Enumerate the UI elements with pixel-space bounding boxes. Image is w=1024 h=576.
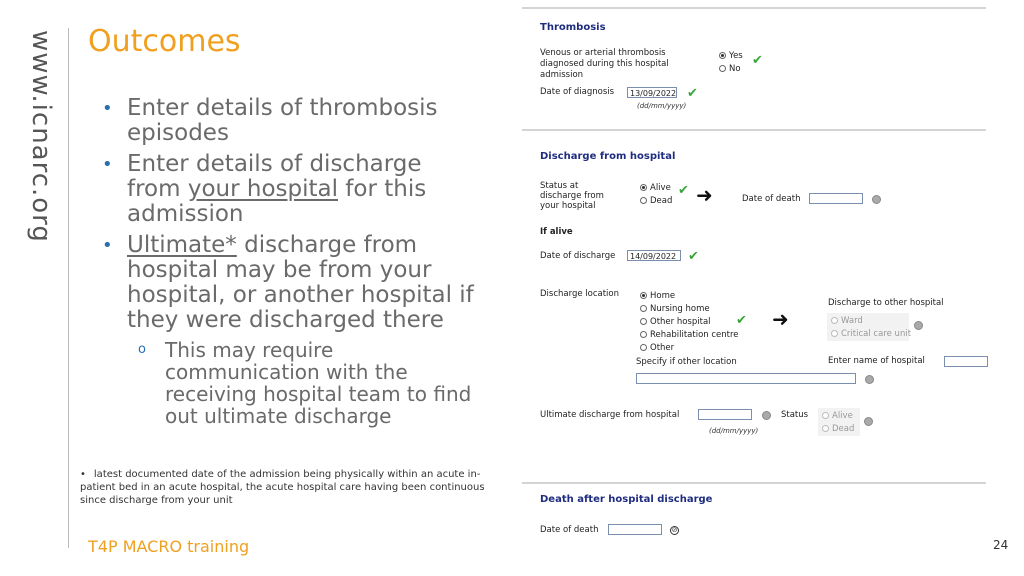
hospital-name-input[interactable] — [944, 356, 988, 367]
slide-title: Outcomes — [88, 24, 241, 59]
status-dead-radio[interactable]: Dead — [640, 196, 672, 206]
sub-bullet-item: o This may require communication with the receiving hospital team to find out ultimate discharge — [138, 338, 472, 428]
bullet-dot-icon: • — [102, 235, 113, 256]
website-url: www.icnarc.org — [26, 30, 56, 243]
radio-icon[interactable] — [640, 197, 647, 204]
diagnosis-date-input[interactable]: 13/09/2022 — [627, 87, 677, 98]
right-arrow-icon: ➜ — [696, 183, 713, 207]
radio-icon[interactable] — [822, 412, 829, 419]
ward-radio[interactable]: Ward — [831, 316, 863, 326]
radio-selected-icon[interactable] — [640, 292, 647, 299]
ultimate-discharge-input[interactable] — [698, 409, 752, 420]
other-hospital-heading: Discharge to other hospital — [828, 298, 944, 308]
section-divider — [522, 129, 986, 131]
clear-icon[interactable] — [865, 375, 874, 384]
section-divider — [522, 482, 986, 484]
no-entry-icon[interactable]: ⊘ — [671, 526, 678, 534]
clear-icon[interactable] — [864, 417, 873, 426]
radio-selected-icon[interactable] — [640, 184, 647, 191]
radio-icon[interactable] — [822, 425, 829, 432]
ultimate-dead-radio[interactable]: Dead — [822, 424, 854, 434]
bullet-dot-icon: • — [102, 98, 113, 119]
radio-icon[interactable] — [719, 65, 726, 72]
bullet-dot-icon: • — [102, 154, 113, 175]
footer-title: T4P MACRO training — [88, 537, 250, 556]
death-after-date-label: Date of death — [540, 525, 599, 535]
check-icon: ✔ — [736, 313, 747, 328]
radio-selected-icon[interactable] — [719, 52, 726, 59]
thrombosis-question: Venous or arterial thrombosis diagnosed during this hospital admission — [540, 48, 669, 80]
critical-care-radio[interactable]: Critical care unit — [831, 329, 911, 339]
ultimate-alive-radio[interactable]: Alive — [822, 411, 853, 421]
check-icon: ✔ — [678, 183, 689, 198]
form-screenshot — [520, 0, 1024, 576]
specify-other-input[interactable] — [636, 373, 856, 384]
diagnosis-date-label: Date of diagnosis — [540, 87, 615, 97]
death-after-date-input[interactable] — [608, 524, 662, 535]
date-format-hint: (dd/mm/yyyy) — [637, 102, 687, 110]
bullet-item: • Enter details of discharge from your hospital for this admission — [102, 151, 427, 227]
location-nursing-home-radio[interactable]: Nursing home — [640, 304, 710, 314]
bullet-item: • Ultimate* discharge from hospital may be from your hospital, or another hospital if they were discharged there — [102, 232, 474, 333]
location-other-radio[interactable]: Other — [640, 343, 674, 353]
footnote: • latest documented date of the admission being physically within an acute in-patient bed in an acute hospital, the acute hospital care having been continuous since discharge from your unit — [80, 469, 485, 506]
section-divider — [522, 7, 986, 9]
radio-icon[interactable] — [831, 330, 838, 337]
death-after-heading: Death after hospital discharge — [540, 494, 713, 505]
divider-line — [68, 28, 69, 548]
radio-icon[interactable] — [640, 318, 647, 325]
ultimate-status-label: Status — [781, 410, 809, 420]
specify-other-label: Specify if other location — [636, 357, 737, 367]
date-format-hint: (dd/mm/yyyy) — [709, 427, 759, 435]
bullet-item: • Enter details of thrombosis episodes — [102, 95, 438, 146]
clear-icon[interactable] — [762, 411, 771, 420]
status-alive-radio[interactable]: Alive — [640, 183, 671, 193]
discharge-status-label: Status at discharge from your hospital — [540, 181, 604, 211]
location-home-radio[interactable]: Home — [640, 291, 675, 301]
radio-icon[interactable] — [831, 317, 838, 324]
location-rehab-radio[interactable]: Rehabilitation centre — [640, 330, 739, 340]
circle-bullet-icon: o — [138, 342, 146, 357]
right-arrow-icon: ➜ — [772, 307, 789, 331]
thrombosis-yes-radio[interactable]: Yes — [719, 51, 743, 61]
page-number: 24 — [993, 538, 1009, 552]
check-icon: ✔ — [752, 53, 763, 68]
if-alive-label: If alive — [540, 227, 573, 237]
date-of-death-label: Date of death — [742, 194, 801, 204]
discharge-location-label: Discharge location — [540, 289, 620, 299]
check-icon: ✔ — [687, 86, 698, 101]
check-icon: ✔ — [688, 249, 699, 264]
clear-icon[interactable] — [914, 321, 923, 330]
hospital-name-label: Enter name of hospital — [828, 356, 925, 366]
radio-icon[interactable] — [640, 331, 647, 338]
location-other-hospital-radio[interactable]: Other hospital — [640, 317, 711, 327]
date-of-discharge-input[interactable]: 14/09/2022 — [627, 250, 681, 261]
date-of-discharge-label: Date of discharge — [540, 251, 616, 261]
thrombosis-no-radio[interactable]: No — [719, 64, 741, 74]
bullet-list — [100, 96, 480, 427]
clear-icon[interactable] — [872, 195, 881, 204]
discharge-heading: Discharge from hospital — [540, 151, 676, 162]
radio-icon[interactable] — [640, 344, 647, 351]
date-of-death-input[interactable] — [809, 193, 863, 204]
thrombosis-heading: Thrombosis — [540, 22, 606, 33]
ultimate-discharge-label: Ultimate discharge from hospital — [540, 410, 680, 420]
radio-icon[interactable] — [640, 305, 647, 312]
